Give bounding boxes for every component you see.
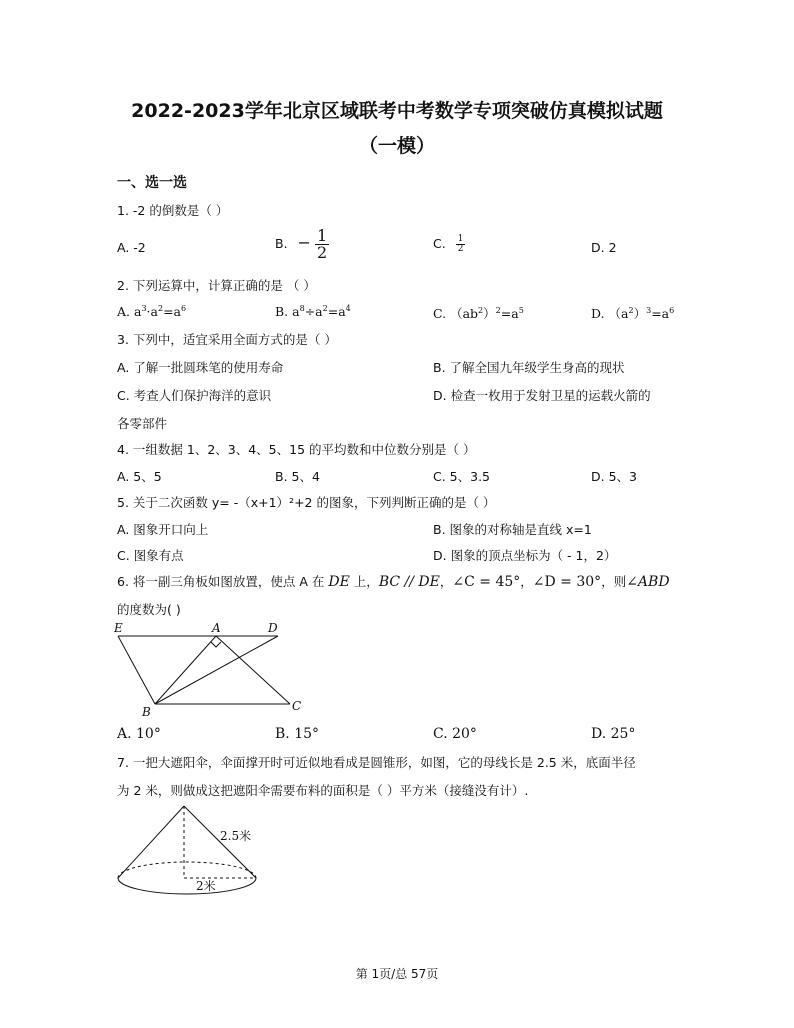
question-5-stem: 5. 关于二次函数 y= -（x+1）²+2 的图象，下列判断正确的是（ ）	[117, 495, 496, 510]
question-6-option-b: B. 15°	[275, 726, 320, 742]
fraction-denominator: 2	[457, 244, 464, 254]
slant-length-label: 2.5米	[220, 829, 252, 843]
question-7-stem-line1: 7. 一把大遮阳伞，伞面撑开时可近似地看成是圆锥形，如图，它的母线长是 2.5 米，底面半径	[117, 755, 636, 770]
angle-c: ∠C = 45°	[452, 574, 521, 590]
line-eb	[118, 636, 155, 704]
question-7-stem-line2: 为 2 米，则做成这把遮阳伞需要布料的面积是（ ）平方米（接缝没有计）.	[117, 783, 529, 798]
label-e: E	[114, 621, 123, 635]
option-c-label: C.	[433, 236, 446, 251]
triangle-figure	[110, 618, 310, 720]
question-6-option-d: D. 25°	[591, 726, 636, 742]
question-4-option-a: A. 5、5	[117, 469, 162, 484]
question-6-option-a: A. 10°	[117, 726, 161, 742]
question-5-option-d: D. 图象的顶点坐标为（ - 1，2）	[433, 548, 617, 563]
page-title: 2022-2023学年北京区域联考中考数学专项突破仿真模拟试题	[131, 100, 663, 122]
question-5-option-c: C. 图象有点	[117, 548, 184, 563]
question-2-stem: 2. 下列运算中，计算正确的是 （ ）	[117, 278, 316, 293]
fraction-numerator: 1	[457, 234, 464, 244]
question-2-option-c: C. $(ab^2)^2=a^5$	[433, 305, 524, 321]
segment-de: DE	[328, 574, 350, 590]
question-1-option-d: D. 2	[591, 240, 617, 255]
question-5-option-a: A. 图象开口向上	[117, 522, 209, 537]
option-label: A.	[117, 304, 134, 320]
stem-text: 上，	[349, 574, 379, 589]
question-1-option-c	[433, 235, 465, 254]
parallel-condition: BC // DE	[378, 574, 440, 590]
question-3-option-c: C. 考查人们保护海洋的意识	[117, 388, 272, 403]
question-3-option-d-continued: 各零部件	[117, 416, 168, 431]
question-6-stem: 6. 将一副三角板如图放置，使点 A 在 DE 上，BC // DE，∠C = 45°，∠D = 30°，则∠ABD	[117, 574, 670, 590]
label-d: D	[268, 621, 278, 635]
line-ba	[155, 636, 216, 704]
question-1-option-b	[275, 228, 329, 261]
radius-length-label: 2米	[196, 879, 216, 893]
question-3-stem: 3. 下列中，适宜采用全面方式的是（ ）	[117, 332, 337, 347]
stem-text: 6. 将一副三角板如图放置，使点 A 在	[117, 574, 329, 589]
option-label: B.	[275, 304, 293, 320]
base-front-arc	[118, 878, 256, 894]
label-a: A	[212, 621, 221, 635]
question-3-option-d: D. 检查一枚用于发射卫星的运载火箭的	[433, 388, 651, 403]
fraction-small-half	[456, 235, 466, 254]
section-heading: 一、选一选	[117, 175, 187, 191]
option-b-label: B.	[275, 236, 288, 251]
question-4-stem: 4. 一组数据 1、2、3、4、5、15 的平均数和中位数分别是（ ）	[117, 442, 476, 457]
page-footer: 第 1页/总 57页	[355, 967, 439, 981]
minus-sign: −	[297, 233, 311, 252]
page-subtitle: （一模）	[358, 135, 435, 157]
question-5-option-b: B. 图象的对称轴是直线 x=1	[433, 522, 592, 537]
fraction-denominator: 2	[316, 243, 328, 262]
question-3-option-b: B. 了解全国九年级学生身高的现状	[433, 360, 625, 375]
question-2-option-a: A. $a^3\cdot a^2=a^6$	[117, 304, 187, 320]
label-b: B	[142, 705, 151, 719]
right-angle-mark	[211, 642, 221, 647]
option-label: D.	[591, 306, 609, 321]
question-4-option-b: B. 5、4	[275, 469, 320, 484]
line-ac	[216, 636, 290, 704]
fraction-numerator: 1	[316, 226, 328, 245]
base-back-arc	[118, 862, 256, 878]
question-2-option-b: B. $a^8\div a^2=a^4$	[275, 304, 351, 320]
cone-figure	[112, 800, 282, 900]
question-1-stem: 1. -2 的倒数是（ ）	[117, 203, 229, 218]
question-1-option-a: A. -2	[117, 240, 146, 255]
label-c: C	[292, 699, 302, 713]
stem-text: ，则	[601, 574, 627, 589]
fraction-one-half	[315, 228, 329, 261]
angle-d: ∠D = 30°	[532, 574, 602, 590]
question-4-option-d: D. 5、3	[591, 469, 637, 484]
question-4-option-c: C. 5、3.5	[433, 469, 491, 484]
option-label: C.	[433, 306, 451, 321]
question-6-stem-line2: 的度数为( )	[117, 602, 181, 617]
cone-left-slant	[118, 806, 184, 878]
angle-abd: ∠ABD	[626, 574, 670, 590]
question-2-option-d: D. $(a^2)^3=a^6$	[591, 305, 675, 321]
question-6-option-c: C. 20°	[433, 726, 477, 742]
question-3-option-a: A. 了解一批圆珠笔的使用寿命	[117, 360, 284, 375]
